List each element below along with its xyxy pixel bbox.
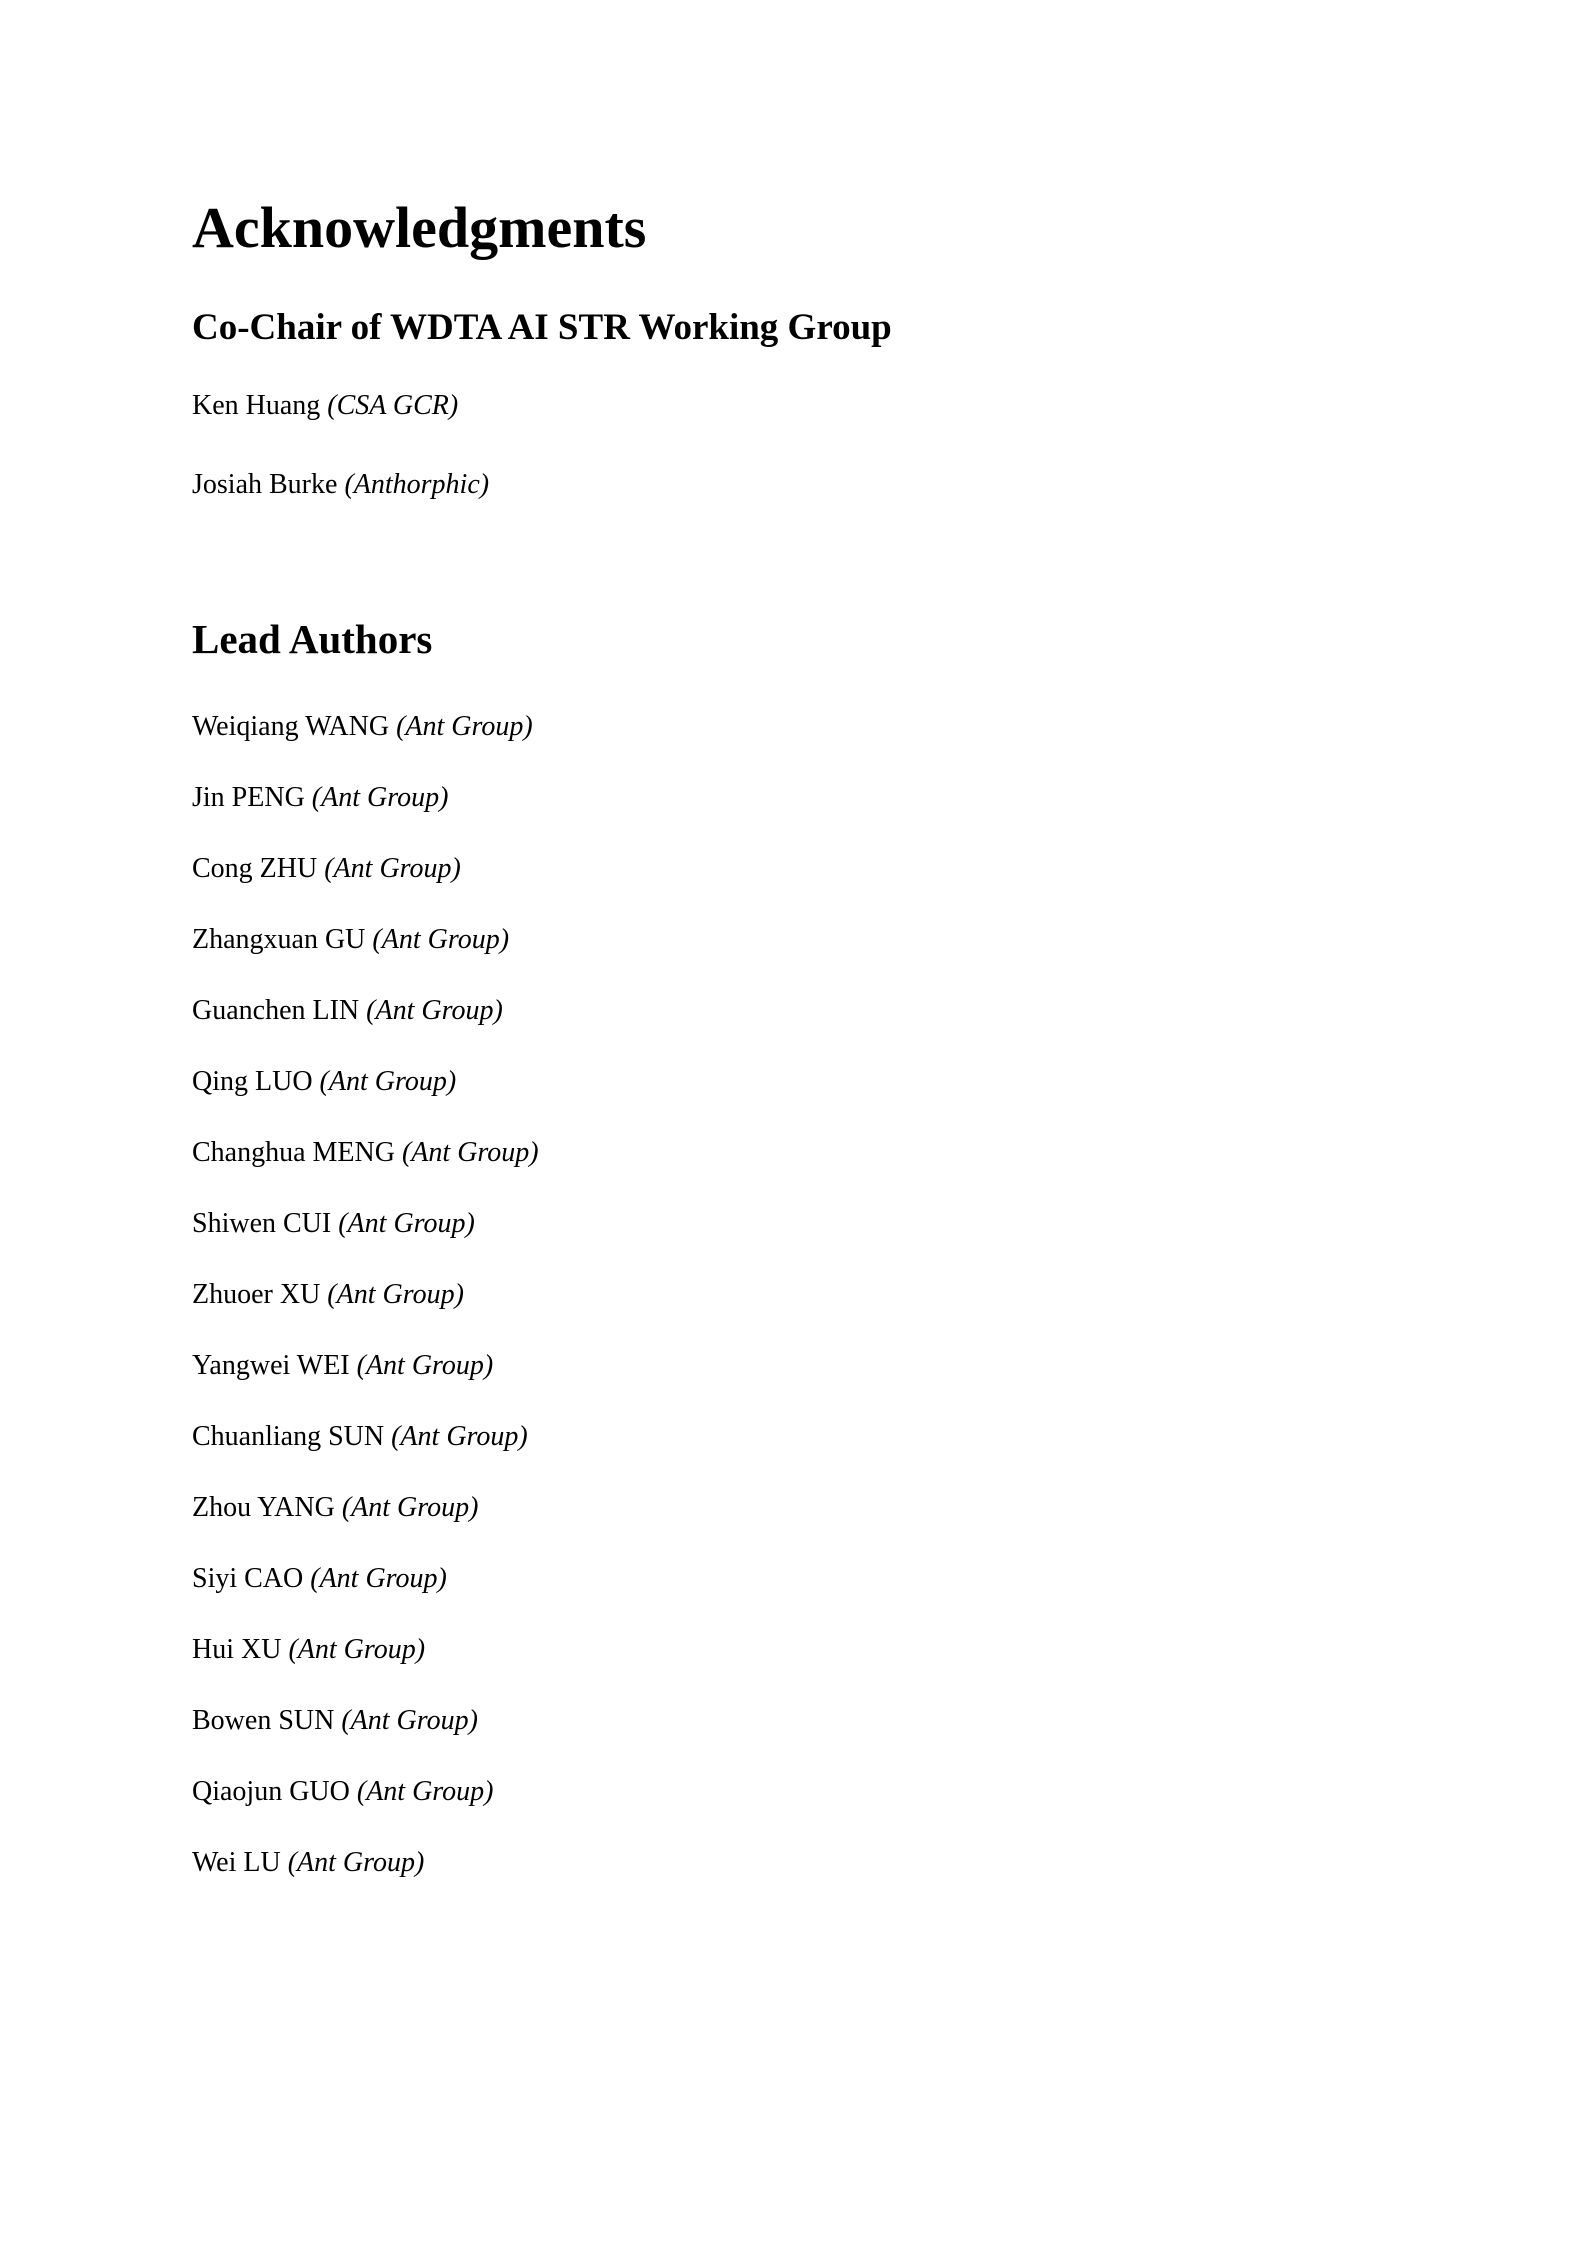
author-name: Changhua MENG — [192, 1137, 395, 1168]
author-entry — [192, 1275, 1392, 1315]
author-affiliation: (Ant Group) — [372, 924, 510, 955]
page-content — [192, 190, 1392, 1883]
author-entry — [192, 1488, 1392, 1528]
author-affiliation: (Ant Group) — [366, 995, 503, 1026]
author-affiliation: (Ant Group) — [319, 1066, 457, 1097]
author-name: Jin PENG — [192, 782, 305, 813]
page-title: Acknowledgments — [192, 195, 647, 260]
lead-authors-heading: Lead Authors — [192, 616, 433, 662]
author-affiliation: (Ant Group) — [341, 1705, 478, 1736]
author-name: Zhuoer XU — [192, 1279, 321, 1310]
author-entry — [192, 1559, 1392, 1599]
author-name: Guanchen LIN — [192, 995, 360, 1026]
author-name: Cong ZHU — [192, 853, 318, 884]
author-affiliation: (Ant Group) — [310, 1563, 447, 1594]
author-entry — [192, 1204, 1392, 1244]
author-entry — [192, 778, 1392, 818]
author-entry — [192, 1133, 1392, 1173]
author-entry — [192, 1772, 1392, 1812]
author-name: Bowen SUN — [192, 1705, 335, 1736]
author-affiliation: (Ant Group) — [287, 1847, 425, 1878]
author-name: Hui XU — [192, 1634, 282, 1665]
author-affiliation: (CSA GCR) — [327, 390, 459, 421]
cochair-heading: Co-Chair of WDTA AI STR Working Group — [192, 307, 892, 348]
author-entry — [192, 991, 1392, 1031]
author-affiliation: (Ant Group) — [341, 1492, 479, 1523]
lead-authors-list — [192, 707, 1392, 1883]
author-affiliation: (Ant Group) — [396, 711, 533, 742]
author-affiliation: (Ant Group) — [356, 1776, 494, 1807]
author-entry — [192, 920, 1392, 960]
author-name: Zhou YANG — [192, 1492, 335, 1523]
cochair-list — [192, 386, 1392, 505]
author-entry — [192, 1843, 1392, 1883]
author-affiliation: (Ant Group) — [391, 1421, 528, 1452]
author-name: Zhangxuan GU — [192, 924, 366, 955]
author-entry — [192, 1701, 1392, 1741]
author-affiliation: (Ant Group) — [288, 1634, 426, 1665]
author-entry — [192, 1062, 1392, 1102]
author-entry — [192, 465, 1392, 505]
author-name: Yangwei WEI — [192, 1350, 350, 1381]
author-affiliation: (Anthorphic) — [344, 469, 490, 500]
author-entry — [192, 1346, 1392, 1386]
author-name: Weiqiang WANG — [192, 711, 390, 742]
author-entry — [192, 849, 1392, 889]
author-affiliation: (Ant Group) — [338, 1208, 475, 1239]
author-affiliation: (Ant Group) — [327, 1279, 464, 1310]
author-entry — [192, 386, 1392, 426]
author-affiliation: (Ant Group) — [324, 853, 461, 884]
author-affiliation: (Ant Group) — [311, 782, 449, 813]
author-entry — [192, 1417, 1392, 1457]
author-affiliation: (Ant Group) — [401, 1137, 539, 1168]
author-name: Shiwen CUI — [192, 1208, 332, 1239]
author-name: Wei LU — [192, 1847, 281, 1878]
author-name: Chuanliang SUN — [192, 1421, 385, 1452]
author-name: Ken Huang — [192, 390, 321, 421]
author-name: Siyi CAO — [192, 1563, 304, 1594]
author-affiliation: (Ant Group) — [356, 1350, 494, 1381]
author-entry — [192, 707, 1392, 747]
author-name: Qiaojun GUO — [192, 1776, 350, 1807]
author-name: Josiah Burke — [192, 469, 345, 500]
author-entry — [192, 1630, 1392, 1670]
author-name: Qing LUO — [192, 1066, 313, 1097]
